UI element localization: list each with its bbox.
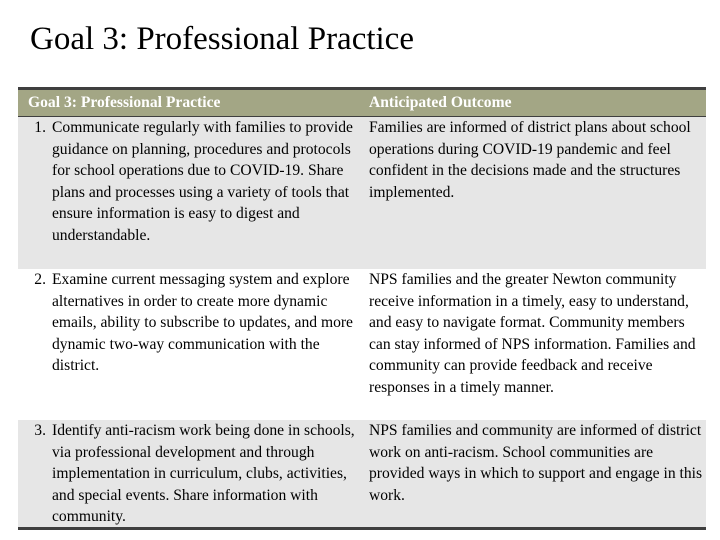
item-number: 1. bbox=[34, 119, 46, 136]
table-header-row bbox=[18, 87, 706, 117]
slide-title: Goal 3: Professional Practice bbox=[30, 21, 414, 57]
goal-text: Communicate regularly with families to provide guidance on planning, procedures and protocols for school operations due to COVID-19. Share plans and processes using a variety of tools that ensure information is easy to digest and understandable. bbox=[52, 119, 353, 244]
goal-cell bbox=[18, 269, 365, 420]
goal-table bbox=[18, 87, 706, 530]
item-number: 2. bbox=[34, 271, 46, 288]
header-goal: Goal 3: Professional Practice bbox=[28, 94, 221, 111]
table-row bbox=[18, 420, 706, 527]
goal-cell bbox=[18, 117, 365, 269]
item-number: 3. bbox=[34, 422, 46, 439]
goal-text: Examine current messaging system and explore alternatives in order to create more dynamic emails, ability to subscribe to updates, and more dynamic two-way communication with the district. bbox=[52, 271, 353, 375]
outcome-cell: NPS families and the greater Newton community receive information in a timely, easy to understand, and easy to navigate format. Community members can stay informed of NPS information. Families and community can provide feedback and receive responses in a timely manner. bbox=[369, 271, 696, 396]
outcome-cell: NPS families and community are informed of district work on anti-racism. School communities are provided ways in which to support and engage in this work. bbox=[369, 422, 703, 504]
goal-text: Identify anti-racism work being done in schools, via professional development and through implementation in curriculum, clubs, activities, and special events. Share information with community. bbox=[52, 422, 355, 526]
outcome-cell: Families are informed of district plans about school operations during COVID-19 pandemic and feel confident in the decisions made and the structures implemented. bbox=[369, 119, 691, 201]
header-outcome: Anticipated Outcome bbox=[369, 94, 512, 111]
goal-cell bbox=[18, 420, 365, 527]
table-row bbox=[18, 269, 706, 420]
table-row bbox=[18, 117, 706, 269]
